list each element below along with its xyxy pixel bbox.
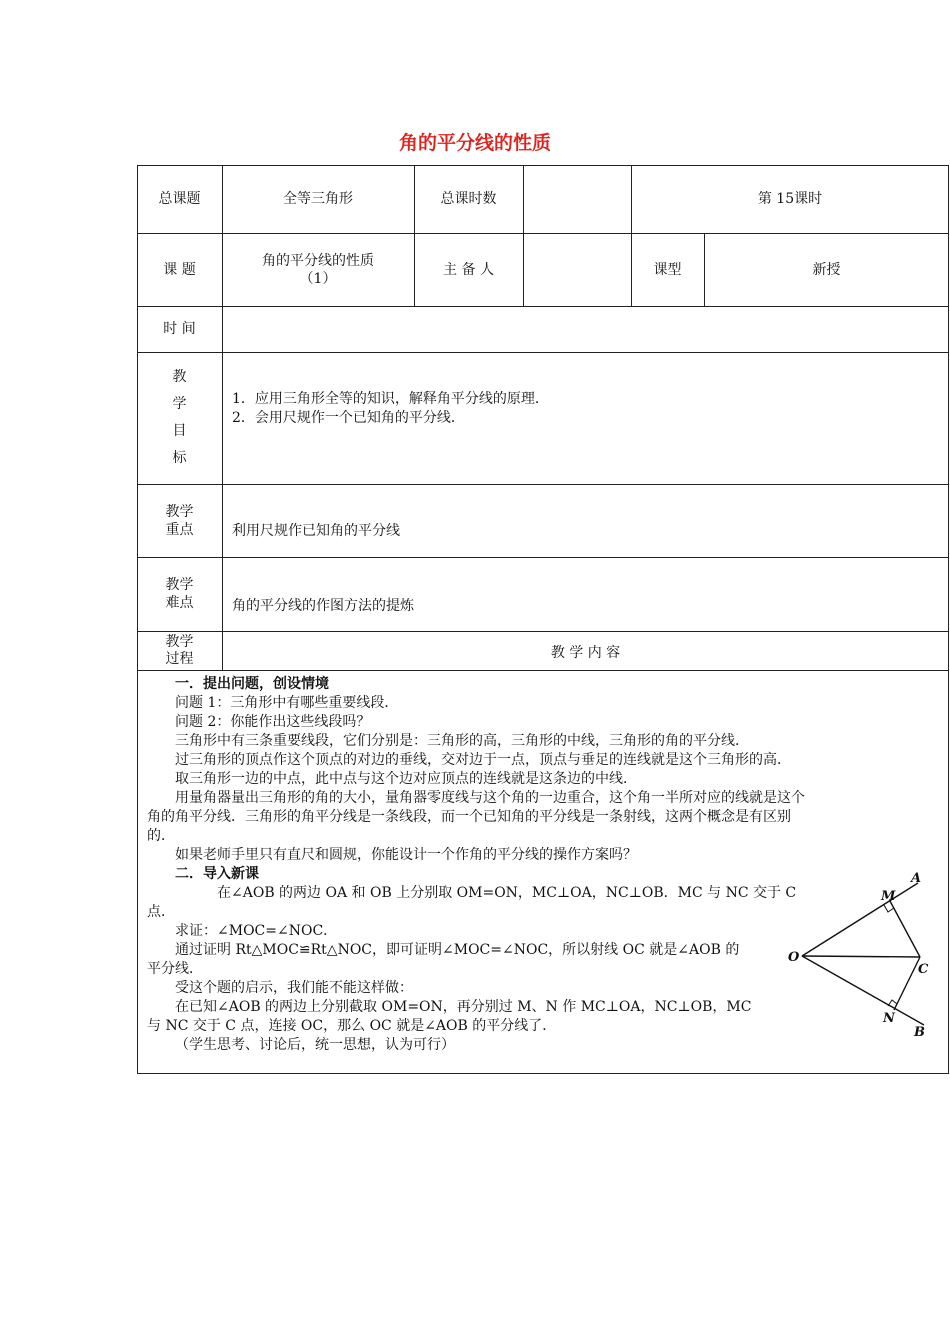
- table-col-divider: [523, 165, 524, 306]
- key-point-text: 利用尺规作已知角的平分线: [232, 522, 400, 539]
- kexing-label: 课型: [653, 261, 682, 278]
- paragraph: 在∠AOB 的两边 OA 和 OB 上分别取 OM=ON，MC⊥OA，NC⊥OB．MC 与 NC 交于 C: [217, 885, 797, 901]
- label-o: O: [788, 950, 800, 965]
- paragraph-continued: 点．: [147, 904, 175, 920]
- goal-item: 1．应用三角形全等的知识，解释角平分线的原理．: [232, 391, 549, 407]
- page-title: 角的平分线的性质: [398, 132, 551, 154]
- shijian-label: 时 间: [163, 321, 196, 337]
- table-row-divider: [137, 352, 949, 353]
- ray-oc: [802, 956, 920, 957]
- label-b: B: [914, 1025, 925, 1040]
- zhubei-label: 主 备 人: [443, 261, 494, 278]
- paragraph-continued: 的．: [147, 828, 175, 844]
- process-heading: 教 学 内 容: [550, 645, 621, 661]
- paragraph-continued: 平分线．: [147, 961, 203, 977]
- paragraph: 在已知∠AOB 的两边上分别截取 OM=ON，再分别过 M、N 作 MC⊥OA，NC⊥OB，MC: [175, 999, 752, 1015]
- difficulty-text: 角的平分线的作图方法的提炼: [232, 598, 414, 614]
- keshi-value: 第 15课时: [757, 191, 823, 207]
- key-point-label: 教学 重点: [165, 503, 194, 538]
- label-m: M: [881, 889, 896, 904]
- paragraph: 问题 2：你能作出这些线段吗？: [175, 714, 371, 730]
- zong-keshi-label: 总课时数: [440, 191, 497, 207]
- segment-mc: [890, 901, 920, 957]
- paragraph: 用量角器量出三角形的角的大小，量角器零度线与这个角的一边重合，这个角一半所对应的线就是这个: [175, 790, 805, 806]
- process-label: 教学 过程: [165, 633, 194, 667]
- paragraph: 过三角形的顶点作这个顶点的对边的垂线，交对边于一点，顶点与垂足的连线就是这个三角形的高．: [175, 752, 791, 768]
- paragraph: 求证：∠MOC=∠NOC．: [175, 923, 338, 939]
- goals-list: [232, 390, 549, 428]
- label-c: C: [918, 962, 929, 977]
- paragraph: 三角形中有三条重要线段，它们分别是：三角形的高，三角形的中线，三角形的角的平分线．: [175, 733, 749, 749]
- paragraph-continued: 角的角平分线．三角形的角平分线是一条线段，而一个已知角的平分线是一条射线，这两个概念是有区别: [147, 809, 791, 825]
- keti-value-line1: 角的平分线的性质: [262, 252, 374, 269]
- paragraph: 通过证明 Rt△MOC≌Rt△NOC，即可证明∠MOC=∠NOC，所以射线 OC 就是∠AOB 的: [175, 942, 740, 958]
- keti-label: 课 题: [163, 261, 196, 278]
- goals-label: 教 学 目 标: [172, 369, 187, 466]
- keti-value-line2: （1）: [299, 270, 337, 287]
- section2-heading: 二．导入新课: [175, 866, 259, 882]
- table-row-divider: [137, 306, 949, 307]
- difficulty-label: 教学 难点: [165, 577, 194, 611]
- section1-heading: 一．提出问题，创设情境: [175, 676, 329, 692]
- ray-ob: [802, 956, 924, 1025]
- zong-keti-label: 总课题: [158, 191, 201, 207]
- goal-item: 2．会用尺规作一个已知角的平分线．: [232, 410, 465, 426]
- paragraph-continued: 与 NC 交于 C 点，连接 OC，那么 OC 就是∠AOB 的平分线了．: [147, 1018, 557, 1034]
- paragraph: 问题 1：三角形中有哪些重要线段．: [175, 695, 399, 711]
- zong-keti-value: 全等三角形: [283, 191, 353, 207]
- paragraph: 受这个题的启示，我们能不能这样做：: [175, 980, 413, 996]
- section-new-lesson: [147, 884, 797, 1055]
- paragraph: 如果老师手里只有直尺和圆规，你能设计一个作角的平分线的操作方案吗？: [175, 847, 637, 863]
- keti-value: [222, 233, 414, 306]
- label-a: A: [911, 871, 922, 886]
- kexing-value: 新授: [812, 261, 841, 278]
- paragraph: 取三角形一边的中点，此中点与这个边对应顶点的连线就是这条边的中线．: [175, 771, 637, 787]
- section-intro: [147, 675, 943, 884]
- segment-nc: [894, 957, 920, 1010]
- paragraph: （学生思考、讨论后，统一思想，认为可行）: [175, 1037, 455, 1053]
- label-n: N: [883, 1011, 895, 1026]
- angle-bisector-figure: [780, 865, 940, 1045]
